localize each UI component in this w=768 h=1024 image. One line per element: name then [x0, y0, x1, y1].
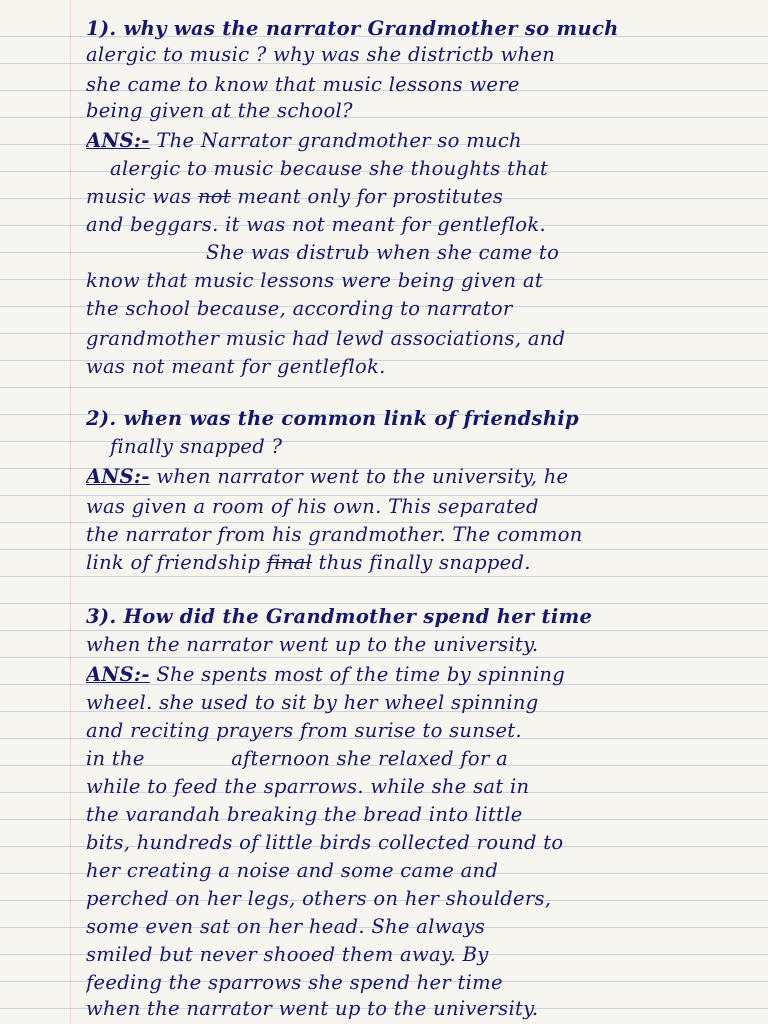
- answer-3-line-1: [86, 662, 726, 688]
- answer-3-line-10: some even sat on her head. She always: [86, 915, 486, 938]
- question-1-line-4: being given at the school?: [86, 99, 353, 122]
- question-2-line-1: 2). when was the common link of friendship: [86, 407, 579, 430]
- answer-2-text-1: when narrator went to the university, he: [156, 465, 569, 488]
- answer-2-text-4a: link of friendship: [86, 551, 261, 574]
- answer-1-line-9: was not meant for gentleflok.: [86, 355, 386, 378]
- answer-3-line-11: smiled but never shooed them away. By: [86, 943, 489, 966]
- answer-2-line-3: the narrator from his grandmother. The common: [86, 523, 583, 546]
- answer-1-text-3b: meant only for prostitutes: [230, 185, 504, 208]
- question-1-line-3: she came to know that music lessons were: [86, 73, 520, 96]
- answer-3-line-6: the varandah breaking the bread into little: [86, 803, 523, 826]
- answer-1-line-7: the school because, according to narrator: [86, 297, 513, 320]
- answer-3-line-3: and reciting prayers from surise to sunset.: [86, 719, 522, 742]
- answer-2-text-4b: thus finally snapped.: [318, 551, 531, 574]
- answer-3-line-12: feeding the sparrows she spend her time: [86, 971, 503, 994]
- question-3-line-1: 3). How did the Grandmother spend her time: [86, 605, 593, 628]
- answer-3-line-8: her creating a noise and some came and: [86, 859, 499, 882]
- answer-3-text-4b: afternoon she relaxed for a: [231, 747, 509, 770]
- answer-1-line-2: alergic to music because she thoughts that: [110, 157, 549, 180]
- answer-1-text-1: The Narrator grandmother so much: [156, 129, 522, 152]
- answer-1-line-1: [86, 128, 726, 154]
- answer-3-line-9: perched on her legs, others on her shoulders,: [86, 887, 552, 910]
- answer-1-line-3: [86, 184, 726, 210]
- answer-1-struck-word: not: [197, 185, 231, 208]
- answer-1-line-8: grandmother music had lewd associations, and: [86, 327, 566, 350]
- question-1-line-1: 1). why was the narrator Grandmother so much: [86, 17, 619, 40]
- answer-3-line-7: bits, hundreds of little birds collected round to: [86, 831, 564, 854]
- answer-2-line-4: [86, 550, 726, 576]
- answer-3-text-4a: in the: [86, 747, 145, 770]
- answer-2-tag: ANS:-: [86, 465, 150, 488]
- answer-1-tag: ANS:-: [86, 129, 150, 152]
- answer-2-line-2: was given a room of his own. This separated: [86, 495, 539, 518]
- answer-3-line-4: [86, 746, 726, 772]
- question-2-line-2: finally snapped ?: [110, 435, 283, 458]
- answer-3-line-5: while to feed the sparrows. while she sat in: [86, 775, 530, 798]
- answer-1-line-5: She was distrub when she came to: [206, 241, 560, 264]
- answer-3-text-1: She spents most of the time by spinning: [156, 663, 565, 686]
- question-3-line-2: when the narrator went up to the university.: [86, 633, 539, 656]
- answer-1-text-3a: music was: [86, 185, 198, 208]
- answer-1-line-6: know that music lessons were being given at: [86, 269, 543, 292]
- answer-3-tag: ANS:-: [86, 663, 150, 686]
- question-1-line-2: alergic to music ? why was she districtb when: [86, 43, 556, 66]
- answer-1-line-4: and beggars. it was not meant for gentleflok.: [86, 213, 546, 236]
- answer-2-line-1: [86, 464, 726, 490]
- answer-3-line-13: when the narrator went up to the university.: [86, 997, 539, 1020]
- answer-3-line-2: wheel. she used to sit by her wheel spinning: [86, 691, 539, 714]
- answer-2-struck-word: final: [266, 551, 313, 574]
